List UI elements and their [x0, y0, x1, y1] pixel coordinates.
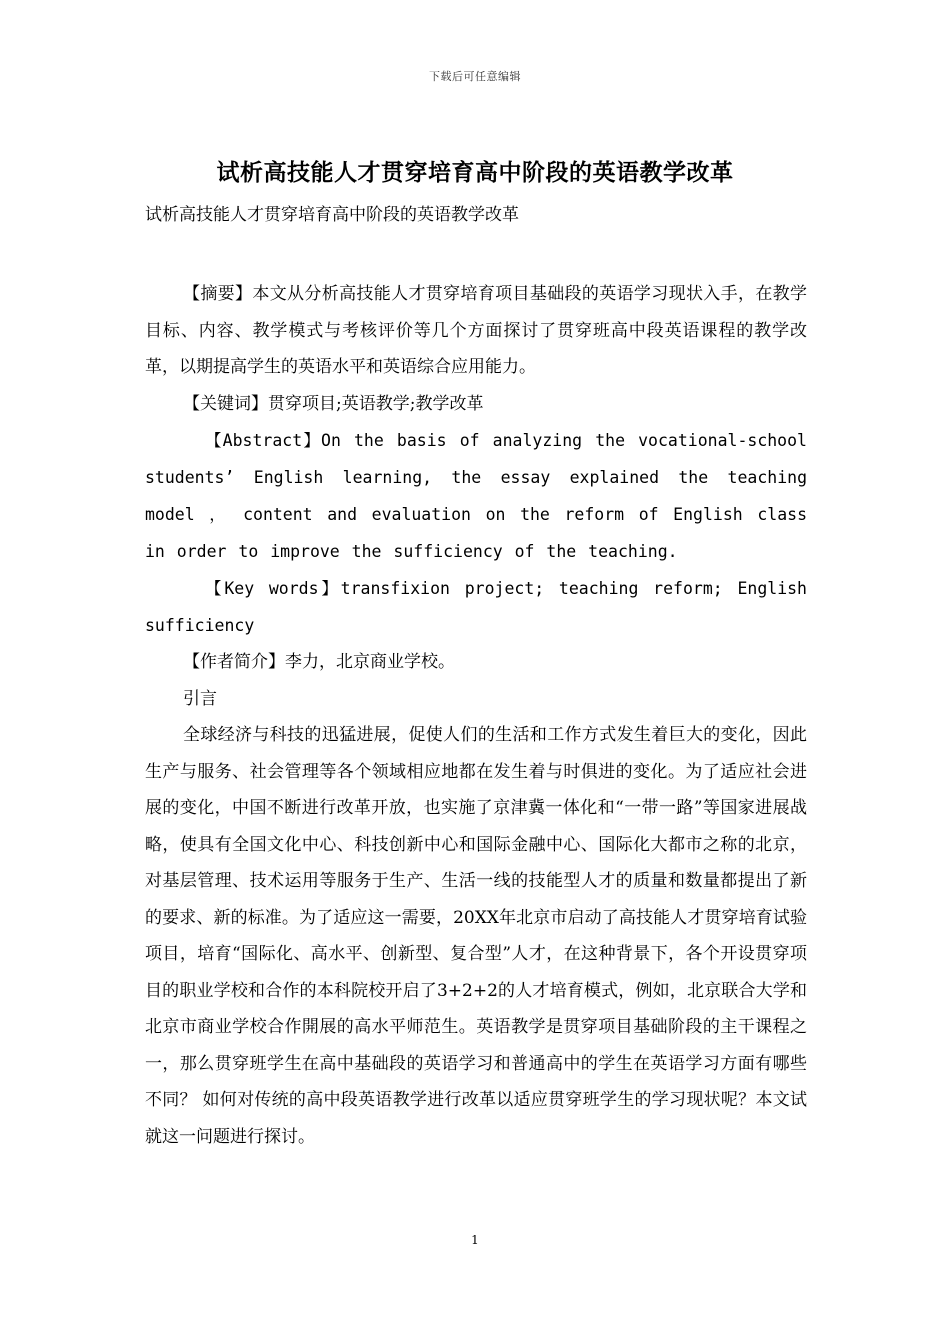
- abstract-english: 【Abstract】On the basis of analyzing the vocational-school students’ English learning, the essay explained the teaching model ， content and evaluation on the reform of English class in order to improve the sufficiency of the teaching.: [145, 431, 807, 561]
- page-number: 1: [471, 1233, 479, 1247]
- author-info: 【作者简介】李力，北京商业学校。: [183, 652, 455, 672]
- keywords-english: 【Key words】transfixion project; teaching reform; English sufficiency: [145, 579, 807, 635]
- abstract-chinese: 【摘要】本文从分析高技能人才贯穿培育项目基础段的英语学习现状入手，在教学目标、内容、教学模式与考核评价等几个方面探讨了贯穿班高中段英语课程的教学改革，以期提高学生的英语水平和英语综合应用能力。: [145, 284, 807, 377]
- intro-paragraph: 全球经济与科技的迅猛进展，促使人们的生活和工作方式发生着巨大的变化，因此生产与服务、社会管理等各个领域相应地都在发生着与时俱进的变化。为了适应社会进展的变化，中国不断进行改革开放，也实施了京津冀一体化和“一带一路”等国家进展战略，使具有全国文化中心、科技创新中心和国际金融中心、国际化大都市之称的北京，对基层管理、技术运用等服务于生产、生活一线的技能型人才的质量和数量都提出了新的要求、新的标准。为了适应这一需要，20XX年北京市启动了高技能人才贯穿培育试验项目，培育“国际化、高水平、创新型、复合型”人才，在这种背景下，各个开设贯穿项目的职业学校和合作的本科院校开启了3+2+2的人才培育模式，例如，北京联合大学和北京市商业学校合作開展的高水平师范生。英语教学是贯穿项目基础阶段的主干课程之一，那么贯穿班学生在高中基础段的英语学习和普通高中的学生在英语学习方面有哪些不同？ 如何对传统的高中段英语教学进行改革以适应贯穿班学生的学习现状呢？本文试就这一问题进行探讨。: [145, 725, 807, 1147]
- document-subtitle: 试析高技能人才贯穿培育高中阶段的英语教学改革: [145, 205, 519, 225]
- intro-heading: 引言: [183, 688, 217, 709]
- document-body: [145, 276, 807, 1155]
- header-note: 下载后可任意编辑: [429, 70, 521, 83]
- document-title: 试析高技能人才贯穿培育高中阶段的英语教学改革: [216, 159, 734, 186]
- keywords-chinese: 【关键词】贯穿项目;英语教学;教学改革: [183, 393, 484, 414]
